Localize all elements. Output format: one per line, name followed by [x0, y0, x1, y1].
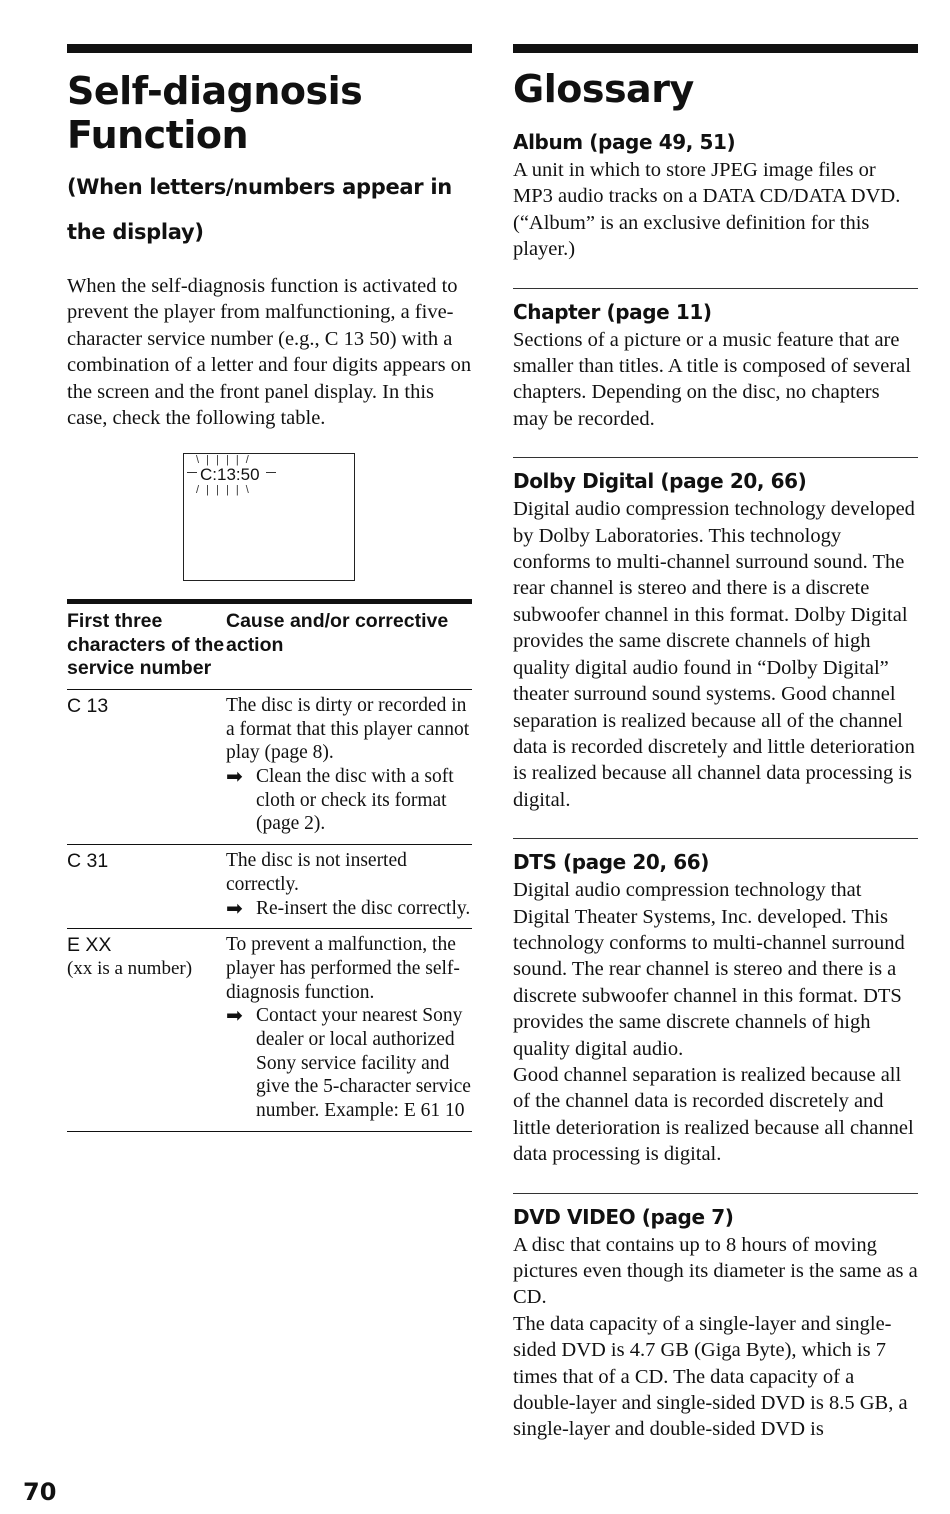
glossary-term: Dolby Digital (page 20, 66)	[513, 469, 807, 494]
corrective-action	[226, 897, 472, 921]
cause-text: To prevent a malfunction, the player has performed the self-diagnosis function.	[226, 934, 460, 1003]
action-text: Clean the disc with a soft cloth or check its format (page 2).	[256, 766, 454, 835]
corrective-action	[226, 1004, 472, 1123]
glossary-definition: The data capacity of a single-layer and single-sided DVD is 4.7 GB (Giga Byte), which is 7 times that of a CD. The data capacity of a double-layer and single-sided DVD is 8.5 GB, a single-layer and double-sided DVD is	[513, 1312, 908, 1441]
glossary-entry-dvd-video	[513, 1193, 918, 1443]
glossary-term: Album (page 49, 51)	[513, 130, 736, 154]
glossary-term: Chapter (page 11)	[513, 299, 712, 324]
corrective-action	[226, 765, 472, 836]
section-subtitle: (When letters/numbers appear in the display)	[67, 175, 452, 244]
intro-paragraph: When the self-diagnosis function is activated to prevent the player from malfunctioning, a five-character service number (e.g., C 13 50) with a combination of a letter and four digits appears on the screen and the front panel display. In this case, check the following table.	[67, 275, 472, 430]
service-code: C 31	[67, 850, 109, 873]
glossary-entry-chapter	[513, 288, 918, 433]
table-row	[67, 845, 472, 929]
cause-text: The disc is not inserted correctly.	[226, 850, 407, 895]
arrow-right-icon: ➡	[226, 1003, 243, 1028]
arrow-right-icon: ➡	[226, 764, 243, 789]
glossary-definition: Good channel separation is realized because all of the channel data is recorded discretely and little deterioration is realized because all channel data processing is digital.	[513, 1063, 914, 1166]
header-cause-action: Cause and/or corrective action	[226, 602, 472, 690]
glossary-entry-dolby-digital	[513, 457, 918, 813]
cause-text: The disc is dirty or recorded in a format that this player cannot play (page 8).	[226, 694, 470, 764]
table-row	[67, 689, 472, 844]
display-code: C:13:50	[200, 465, 260, 485]
table-row	[67, 929, 472, 1132]
glossary-term: DTS (page 20, 66)	[513, 850, 709, 875]
blink-rays-top-icon: \ | | | | /	[196, 454, 251, 467]
service-code-note: (xx is a number)	[67, 958, 193, 980]
glossary-definition: Digital audio compression technology that Digital Theater Systems, Inc. developed. This technology conforms to multi-channel surround sound. The rear channel is stereo and there is a discrete subwoofer channel in this format. DTS provides the same discrete channels of high quality digital audio.	[513, 879, 905, 1060]
glossary-term: DVD VIDEO (page 7)	[513, 1204, 734, 1229]
glossary-section	[513, 44, 918, 1443]
glossary-definition: A disc that contains up to 8 hours of moving pictures even though its diameter is the same as a CD.	[513, 1233, 918, 1309]
service-code: E XX	[67, 934, 112, 957]
section-top-rule	[67, 44, 472, 53]
blink-rays-bottom-icon: / | | | | \	[196, 484, 251, 497]
glossary-entry-dts	[513, 838, 918, 1167]
page-number: 70	[23, 1478, 57, 1506]
blink-ray-right-icon	[266, 472, 276, 473]
action-text: Contact your nearest Sony dealer or local authorized Sony service facility and give the 5-character service number. Example: E 61 10	[256, 1005, 471, 1122]
glossary-title: Glossary	[513, 67, 694, 111]
glossary-definition: A unit in which to store JPEG image files or MP3 audio tracks on a DATA CD/DATA DVD. (“Album” is an exclusive definition for this player.)	[513, 159, 901, 261]
glossary-definition: Sections of a picture or a music feature that are smaller than titles. A title is composed of several chapters. Depending on the disc, no chapters may be recorded.	[513, 328, 911, 430]
service-number-table	[67, 599, 472, 1131]
glossary-entry-album	[513, 129, 918, 263]
section-top-rule	[513, 44, 918, 53]
self-diagnosis-section	[67, 44, 472, 1132]
glossary-definition: Digital audio compression technology developed by Dolby Laboratories. This technology conforms to multi-channel surround sound. The rear channel is stereo and there is a discrete subwoofer channel in this format. Dolby Digital provides the same discrete channels of high quality digital audio found in “Dolby Digital” theater surround sound systems. Good channel separation is realized because all of the channel data is recorded discretely and little deterioration is realized because all channel data processing is digital.	[513, 498, 915, 811]
arrow-right-icon: ➡	[226, 895, 243, 920]
display-illustration	[183, 453, 355, 581]
action-text: Re-insert the disc correctly.	[256, 897, 471, 919]
header-service-number: First three characters of the service number	[67, 602, 226, 690]
service-code: C 13	[67, 694, 109, 717]
blink-ray-left-icon	[187, 472, 197, 473]
table-header-row	[67, 602, 472, 690]
section-title: Self-diagnosis Function	[67, 69, 363, 157]
